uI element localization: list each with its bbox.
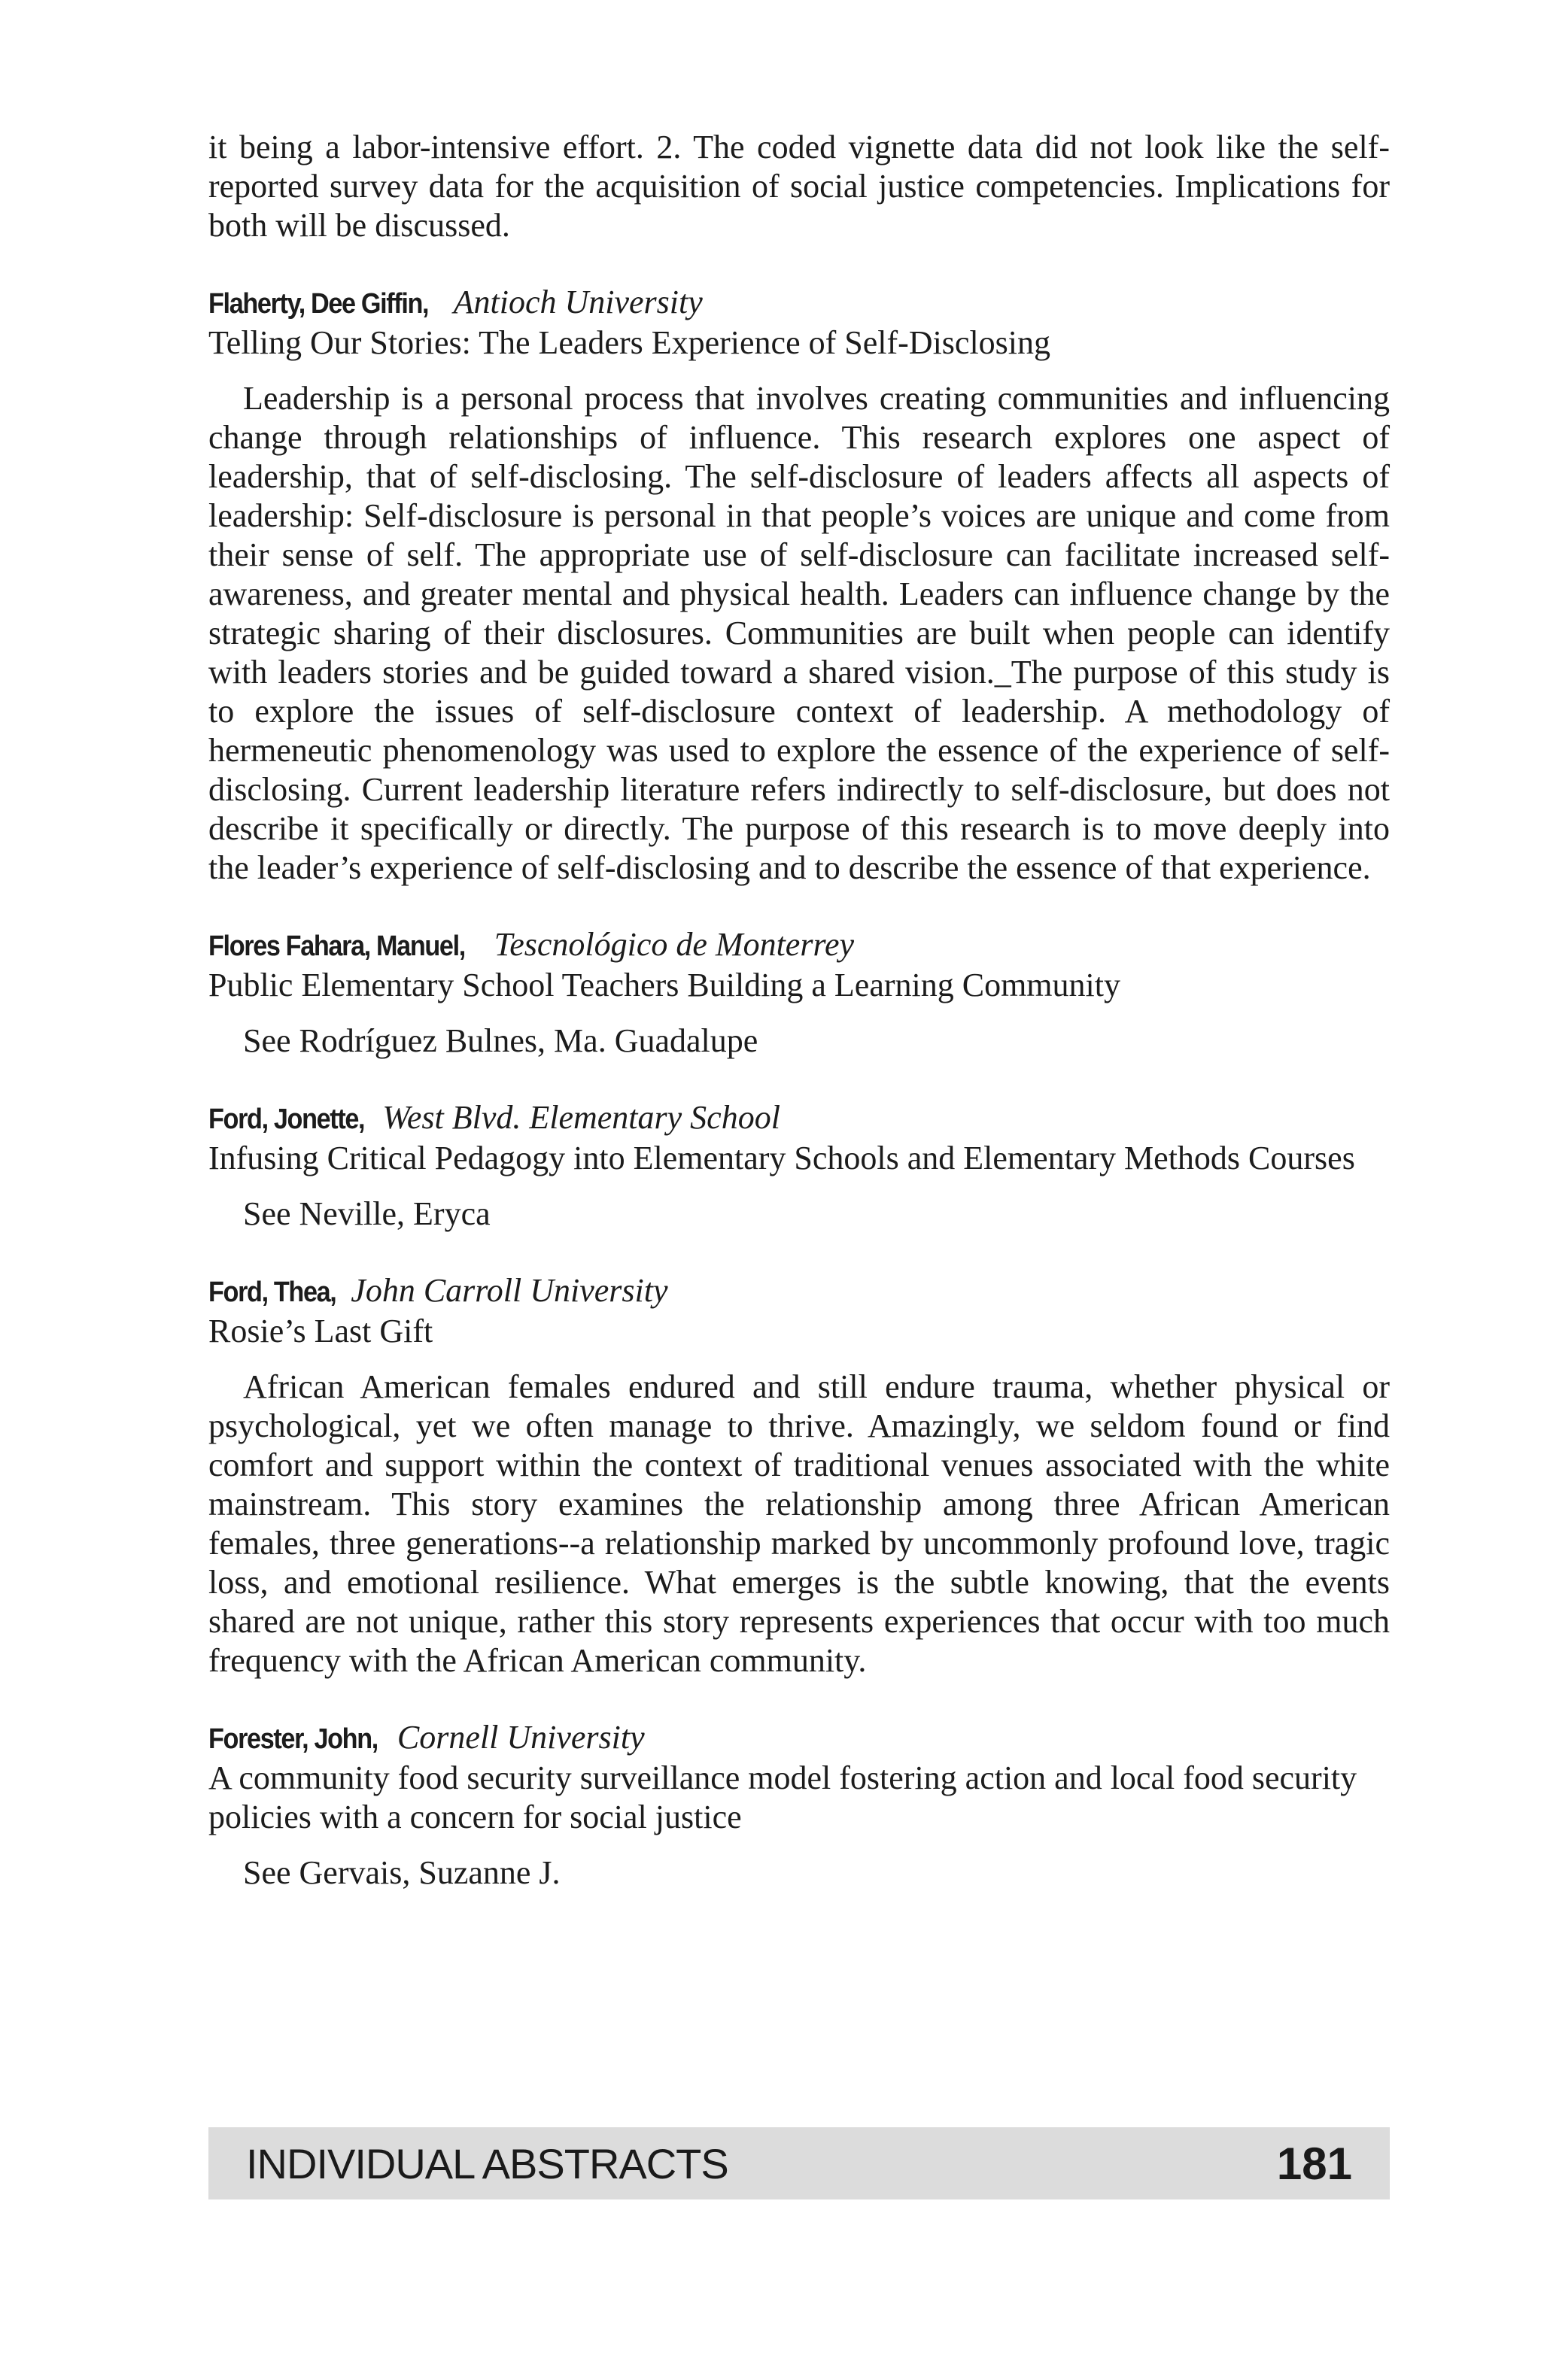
abstract-entry <box>208 1098 1390 1234</box>
entry-title: Telling Our Stories: The Leaders Experience of Self-Disclosing <box>208 324 1051 361</box>
affiliation: John Carroll University <box>351 1272 668 1309</box>
entry-heading <box>208 925 1390 966</box>
abstract-text: African American females endured and still endure trauma, whether physical or psychological, yet we often manage to thrive. Amazingly, we seldom found or find comfort and support within the context of traditional venues associated with the white mainstream. This story examines the relationship among three African American females, three generations--a relationship marked by uncommonly profound love, tragic loss, and emotional resilience. What emerges is the subtle knowing, that the events shared are not unique, rather this story represents experiences that occur with too much frequency with the African American community. <box>208 1368 1390 1679</box>
see-reference: See Neville, Eryca <box>243 1195 491 1232</box>
entry-heading <box>208 1098 1390 1139</box>
page-number: 181 <box>1276 2138 1352 2189</box>
author-name: Flaherty, Dee Giffin, <box>208 288 429 320</box>
see-reference: See Rodríguez Bulnes, Ma. Guadalupe <box>243 1022 758 1059</box>
entry-title: Rosie’s Last Gift <box>208 1313 433 1349</box>
continuation-paragraph: it being a labor-intensive effort. 2. The coded vignette data did not look like the self-reported survey data for the acquisition of social justice competencies. Implications for both will be discussed. <box>208 129 1390 244</box>
abstract-entry <box>208 283 1390 888</box>
entry-heading <box>208 283 1390 323</box>
author-name: Forester, John, <box>208 1723 378 1755</box>
author-name: Ford, Thea, <box>208 1277 336 1308</box>
entry-heading <box>208 1718 1390 1759</box>
see-reference: See Gervais, Suzanne J. <box>243 1854 561 1891</box>
affiliation: Antioch University <box>453 284 703 320</box>
abstract-entry <box>208 1718 1390 1893</box>
entry-heading <box>208 1271 1390 1312</box>
section-label: INDIVIDUAL ABSTRACTS <box>246 2139 728 2187</box>
affiliation: Tescnológico de Monterrey <box>494 926 854 963</box>
entry-title: Public Elementary School Teachers Building a Learning Community <box>208 967 1120 1003</box>
entry-title: A community food security surveillance model fostering action and local food security policies with a concern for social justice <box>208 1759 1357 1835</box>
page-body <box>208 128 1390 1893</box>
page-footer <box>208 2127 1390 2199</box>
affiliation: West Blvd. Elementary School <box>382 1099 780 1136</box>
abstract-entry <box>208 925 1390 1061</box>
abstract-entry <box>208 1271 1390 1680</box>
author-name: Ford, Jonette, <box>208 1103 365 1135</box>
abstract-text: Leadership is a personal process that involves creating communities and influencing change through relationships of influence. This research explores one aspect of leadership, that of self-disclosing. The self-disclosure of leaders affects all aspects of leadership: Self-disclosure is personal in that people’s voices are unique and come from their sense of self. The appropriate use of self-disclosure can facilitate increased self-awareness, and greater mental and physical health. Leaders can influence change by the strategic sharing of their disclosures. Communities are built when people can identify with leaders stories and be guided toward a shared vision._The purpose of this study is to explore the issues of self-disclosure context of leadership. A methodology of hermeneutic phenomenology was used to explore the essence of the experience of self-disclosing. Current leadership literature refers indirectly to self-disclosure, but does not describe it specifically or directly. The purpose of this research is to move deeply into the leader’s experience of self-disclosing and to describe the essence of that experience. <box>208 380 1390 886</box>
affiliation: Cornell University <box>397 1719 645 1756</box>
entry-title: Infusing Critical Pedagogy into Elementary Schools and Elementary Methods Courses <box>208 1140 1355 1176</box>
author-name: Flores Fahara, Manuel, <box>208 930 465 962</box>
